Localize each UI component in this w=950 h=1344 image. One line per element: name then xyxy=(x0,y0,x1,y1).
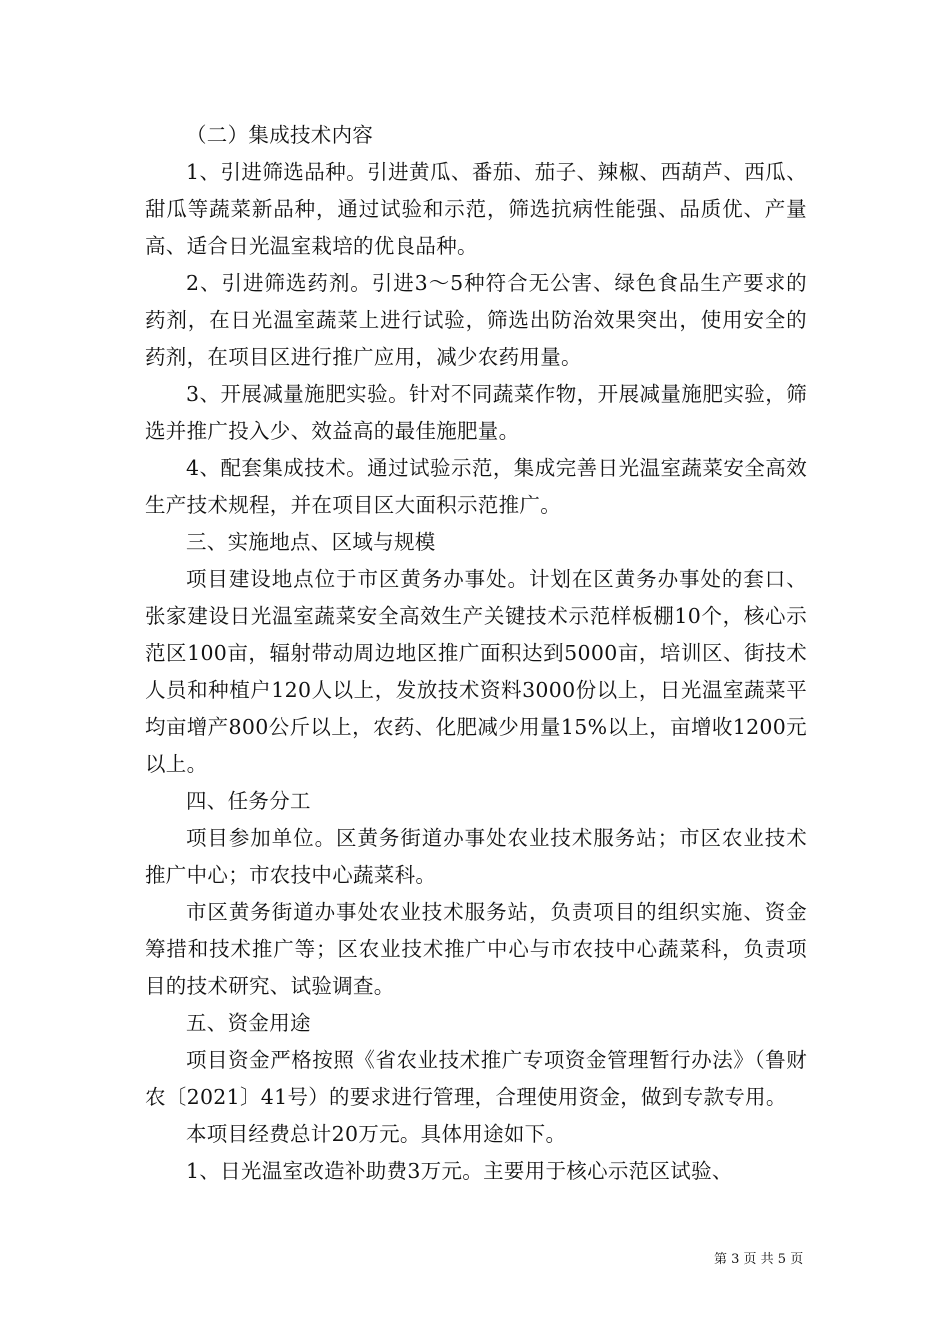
paragraph-fund-management: 项目资金严格按照《省农业技术推广专项资金管理暂行办法》（鲁财农〔2021〕41号）的要求进行管理，合理使用资金，做到专款专用。 xyxy=(145,1048,807,1109)
paragraph-responsibilities: 市区黄务街道办事处农业技术服务站，负责项目的组织实施、资金筹措和技术推广等；区农业技术推广中心与市农技中心蔬菜科，负责项目的技术研究、试验调查。 xyxy=(145,900,807,998)
paragraph-participating-units: 项目参加单位。区黄务街道办事处农业技术服务站；市区农业技术推广中心；市农技中心蔬菜科。 xyxy=(145,826,807,887)
paragraph-greenhouse-subsidy: 1、日光温室改造补助费3万元。主要用于核心示范区试验、 xyxy=(186,1159,733,1183)
paragraph-fertilizer-experiment: 3、开展减量施肥实验。针对不同蔬菜作物，开展减量施肥实验，筛选并推广投入少、效益高的最佳施肥量。 xyxy=(145,382,807,443)
paragraph-variety-selection: 1、引进筛选品种。引进黄瓜、番茄、茄子、辣椒、西葫芦、西瓜、甜瓜等蔬菜新品种，通过试验和示范，筛选抗病性能强、品质优、产量高、适合日光温室栽培的优良品种。 xyxy=(145,160,807,258)
section-heading-task-division: 四、任务分工 xyxy=(186,789,311,813)
paragraph-integrated-technology: 4、配套集成技术。通过试验示范，集成完善日光温室蔬菜安全高效生产技术规程，并在项目区大面积示范推广。 xyxy=(145,456,807,517)
section-heading-location-scale: 三、实施地点、区域与规模 xyxy=(186,530,436,554)
page-number-footer: 第 3 页 共 5 页 xyxy=(714,1252,804,1267)
document-body xyxy=(145,117,807,1190)
paragraph-total-budget: 本项目经费总计20万元。具体用途如下。 xyxy=(186,1122,567,1146)
section-heading-integrated-tech: （二）集成技术内容 xyxy=(186,123,374,147)
paragraph-location-scale: 项目建设地点位于市区黄务办事处。计划在区黄务办事处的套口、张家建设日光温室蔬菜安全高效生产关键技术示范样板棚10个，核心示范区100亩，辐射带动周边地区推广面积达到5000亩，培训区、街技术人员和种植户120人以上，发放技术资料3000份以上，日光温室蔬菜平均亩增产800公斤以上，农药、化肥减少用量15%以上，亩增收1200元以上。 xyxy=(145,567,807,776)
paragraph-pesticide-selection: 2、引进筛选药剂。引进3～5种符合无公害、绿色食品生产要求的药剂，在日光温室蔬菜上进行试验，筛选出防治效果突出，使用安全的药剂，在项目区进行推广应用，减少农药用量。 xyxy=(145,271,807,369)
section-heading-fund-usage: 五、资金用途 xyxy=(186,1011,311,1035)
